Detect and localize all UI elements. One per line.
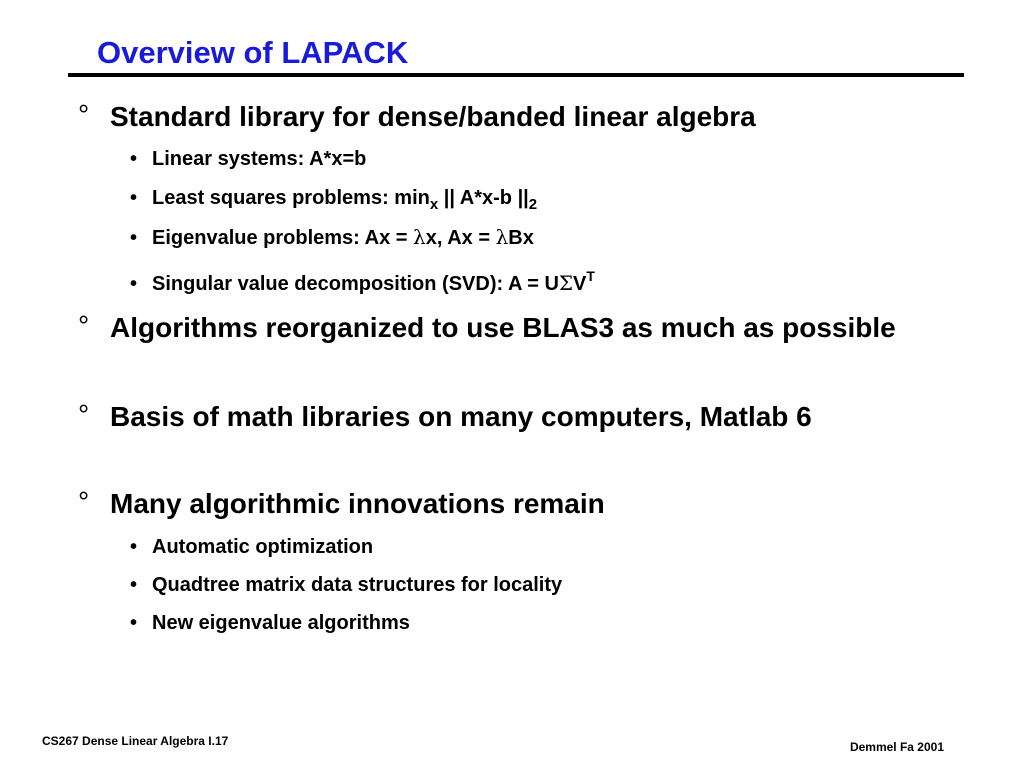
sub-bullet-marker: • — [130, 536, 138, 558]
bullet-2 — [78, 312, 928, 343]
sub-bullet-4-2 — [130, 573, 562, 597]
sub-bullet-4-3 — [130, 611, 410, 635]
footer-right: Demmel Fa 2001 — [849, 740, 944, 754]
bullet-4 — [78, 488, 928, 519]
sub-bullet-marker: • — [130, 612, 138, 634]
sub-bullet-text: Automatic optimization — [152, 536, 374, 558]
sub-bullet-marker: • — [130, 273, 138, 295]
superscript-t: T — [586, 268, 595, 284]
sub-bullet-marker: • — [130, 148, 138, 170]
lambda-symbol: λ — [413, 225, 426, 249]
bullet-marker: ° — [78, 310, 90, 341]
sub-bullet-text: Least squares problems: min — [152, 187, 430, 209]
bullet-3-text — [78, 401, 928, 432]
lambda-symbol: λ — [495, 225, 509, 249]
sub-bullet-text: Singular value decomposition (SVD): A = U — [152, 273, 559, 295]
sub-bullet-text-mid: x, Ax = — [425, 227, 496, 249]
bullet-3 — [78, 401, 928, 432]
sub-bullet-text-mid: V — [573, 273, 587, 295]
sub-bullet-marker: • — [130, 187, 138, 209]
sub-bullet-1-3 — [130, 225, 534, 250]
sub-bullet-1-2 — [130, 186, 537, 217]
sub-bullet-4-1 — [130, 535, 373, 559]
bullet-2-text — [78, 312, 928, 343]
bullet-marker: ° — [78, 99, 90, 130]
sub-bullet-text: New eigenvalue algorithms — [152, 612, 410, 634]
sub-bullet-text-end: Bx — [508, 227, 534, 249]
bullet-3-line: Basis of math libraries on many computers, Matlab 6 — [110, 401, 812, 432]
sub-bullet-text: Eigenvalue problems: Ax = — [152, 227, 414, 249]
bullet-1-text: Standard library for dense/banded linear algebra — [110, 101, 756, 132]
subscript-2: 2 — [528, 196, 538, 213]
sigma-symbol: Σ — [558, 271, 574, 295]
sub-bullet-text: Quadtree matrix data structures for locality — [152, 574, 563, 596]
title-underline — [68, 73, 964, 77]
sub-bullet-marker: • — [130, 574, 138, 596]
sub-bullet-marker: • — [130, 227, 138, 249]
bullet-2-line: Algorithms reorganized to use BLAS3 as much as possible — [110, 312, 896, 343]
bullet-4-text: Many algorithmic innovations remain — [110, 488, 605, 519]
sub-bullet-1-4 — [130, 264, 595, 296]
bullet-marker: ° — [78, 486, 90, 517]
subscript-x: x — [429, 196, 439, 213]
slide-title: Overview of LAPACK — [97, 35, 409, 70]
footer-left: CS267 Dense Linear Algebra I.17 — [42, 734, 229, 748]
bullet-1 — [78, 101, 928, 132]
sub-bullet-1-1 — [130, 147, 366, 171]
sub-bullet-text: Linear systems: A*x=b — [152, 148, 367, 170]
sub-bullet-text-mid: || A*x-b || — [438, 187, 529, 209]
bullet-marker: ° — [78, 399, 90, 430]
